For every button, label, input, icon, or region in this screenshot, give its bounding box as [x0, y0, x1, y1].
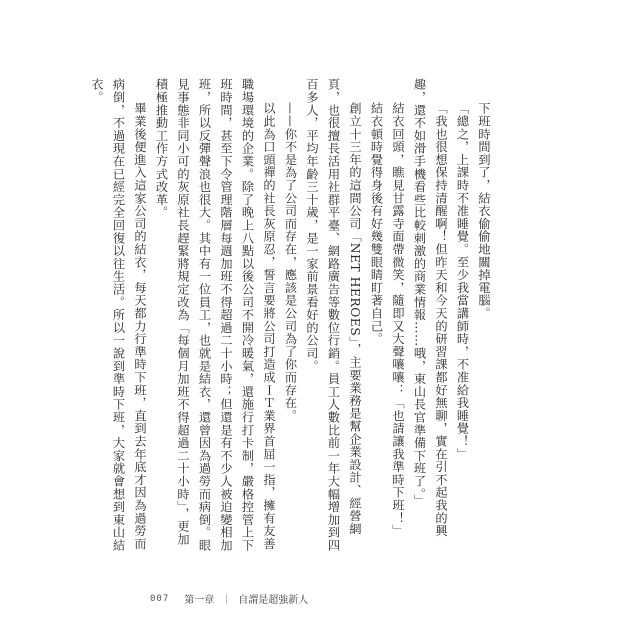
paragraph-3: 「我也很想保持清醒啊！但昨天和今天的研習課都好無聊，實在引不起我的興趣，還不如滑手機看些比較刺激的商業情報……哦，東山長官準備下班了。」 — [412, 78, 448, 538]
paragraph-9: 畢業後便進入這家公司的結衣，每天都力行準時下班，直到去年底才因為過勞而病倒，不過現在已經完全回復以往生活。所以一說到準時下班，大家就會想到東山結衣。 — [90, 78, 147, 552]
chapter-label: 第一章 — [184, 595, 215, 606]
chapter-title: 自謂是超強新人 — [238, 595, 309, 606]
paragraph-7: ——你不是為了公司而存在，應該是公司為了你而存在。 — [283, 102, 298, 423]
paragraph-8: 以此為口頭禪的社長灰原忍，誓言要將公司打造成ＩＴ業界首屈一指，擁有友善職場環境的企業。除了晚上八點以後公司不開冷暖氣，還施行打卡制，嚴格控管上下班時間，甚至下令管理階層每週加班不得超過二十小時；但還是有不少人被迫變相加班，所以反彈聲浪也很大。其中有一位員工，也就是結衣，還曾因為過勞而病倒。眼見事態非同小可的灰原社長趕緊將規定改為「每個月加班不得超過二十小時」，更加積極推動工作方式改革。 — [154, 78, 276, 552]
paragraph-6: 創立十三年的這間公司「NET HEROES」，主要業務是幫企業設計、經營網頁，也很擅長活用社群平臺、網路廣告等數位行銷。員工人數比前一年大幅增加到四百多人，平均年齡三十歲，是一家前景看好的公司。 — [305, 78, 362, 552]
paragraph-2: 「總之，上課時不准睡覺。至少我當講師時，不准給我睡覺！」 — [455, 102, 470, 461]
body-text — [86, 78, 495, 558]
page-number: 007 — [150, 593, 170, 604]
paragraph-4: 結衣回頭，瞧見甘露寺面帶微笑，隨即又大聲嚷嚷：「也請讓我準時下班！」 — [391, 102, 405, 538]
paragraph-1: 下班時間到了，結衣偷偷地關掉電腦。 — [477, 102, 491, 320]
footer-separator: ｜ — [221, 595, 232, 606]
page-footer — [150, 591, 308, 606]
paragraph-5: 結衣頓時覺得身後有好幾雙眼睛盯著自己。 — [369, 102, 384, 346]
